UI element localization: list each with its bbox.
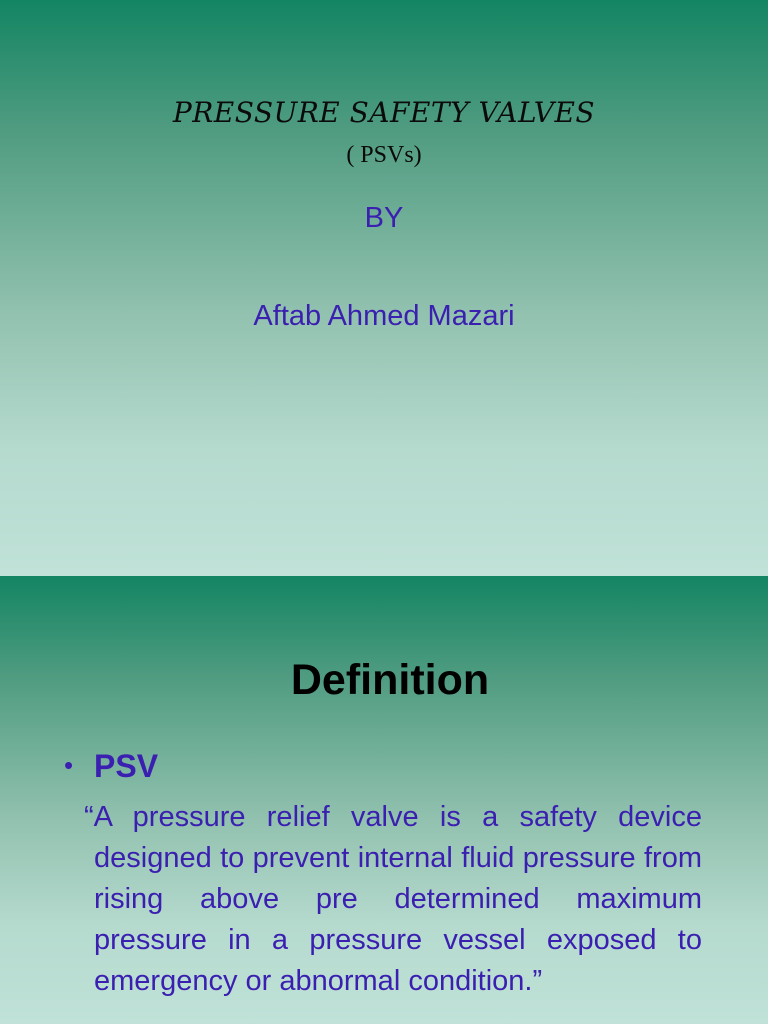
bullet-term: PSV [94, 748, 159, 784]
by-label: BY [364, 202, 404, 234]
definition-paragraph: “A pressure relief valve is a safety device designed to prevent internal fluid pressure from rising above pre determined maximum pressure in a pressure vessel exposed to emergency or abnormal condition.” [84, 801, 702, 997]
author-name: Aftab Ahmed Mazari [253, 300, 515, 332]
slide-heading: Definition [290, 656, 490, 704]
presentation-subtitle: ( PSVs) [346, 142, 422, 168]
definition-slide [0, 576, 768, 1024]
presentation-title: PRESSURE SAFETY VALVES [172, 96, 596, 129]
bullet-item [64, 748, 158, 785]
bullet-icon: • [64, 750, 74, 780]
